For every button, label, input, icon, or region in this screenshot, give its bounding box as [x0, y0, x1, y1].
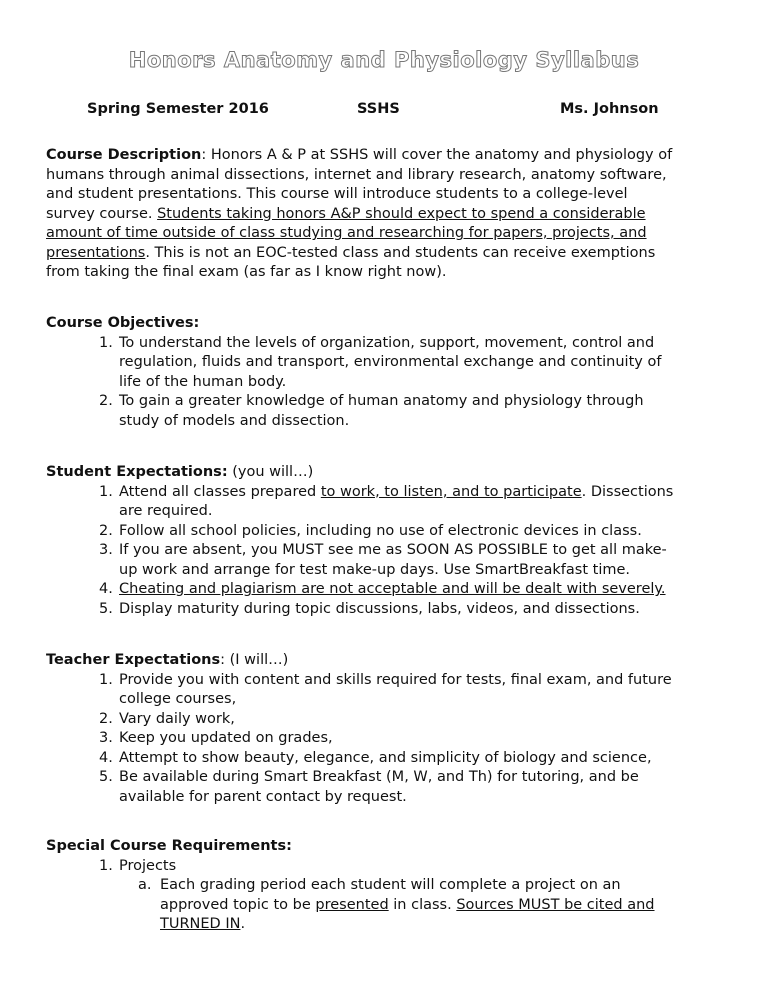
course-description-text: : Honors A & P at SSHS will cover the anatomy and physiology of humans through animal dissections, internet and library research, anatomy software, and student presentations. This course will introduce students to a college-level survey course. [46, 147, 673, 222]
course-objectives-label: Course Objectives: [46, 315, 200, 331]
list-item: 2. Vary daily work, [99, 710, 235, 727]
list-item: 1. Attend all classes prepared to work, to listen, and to participate. Dissections are required. [99, 483, 674, 519]
list-item: 1. To understand the levels of organization, support, movement, control and regulation, fluids and transport, environmental exchange and continuity of life of the human body. [99, 334, 662, 390]
student-expectations: Student Expectations: (you will…) 1. Attend all classes prepared to work, to listen, and to participate. Dissections are required. 2. Follow all school policies, including no use of electronic devices in class. 3. If you are absent, you MUST see me as SOON AS POSSIBLE to get all make-up work and arrange for test make-up days. Use SmartBreakfast time. 4. Cheating and plagiarism are not acceptable and will be dealt with severely. 5. Display maturity during topic discussions, labs, videos, and dissections. [46, 463, 678, 619]
course-description-text-end: . This is not an EOC-tested class and students can receive exemptions from taking the final exam (as far as I know right now). [46, 244, 656, 280]
special-requirements-label: Special Course Requirements: [46, 838, 292, 854]
course-description [46, 146, 678, 283]
teacher-label: Ms. Johnson [560, 101, 659, 117]
list-item: 1. Provide you with content and skills required for tests, final exam, and future college courses, [99, 671, 672, 707]
course-objectives [46, 314, 678, 431]
page-title: Honors Anatomy and Physiology Syllabus [128, 48, 640, 72]
course-description-label: Course Description [46, 147, 202, 163]
list-item: 4. Attempt to show beauty, elegance, and simplicity of biology and science, [99, 749, 652, 766]
list-item: a. Each grading period each student will complete a project on an approved topic to be presented in class. Sources MUST be cited and TURNED IN. [138, 877, 655, 932]
student-expectations-label: Student Expectations: [46, 464, 228, 480]
teacher-expectations: Teacher Expectations: (I will…) 1. Provide you with content and skills required for tests, final exam, and future college courses, 2. Vary daily work, 3. Keep you updated on grades, 4. Attempt to show beauty, elegance, and simplicity of biology and science, 5. Be available during Smart Breakfast (M, W, and Th) for tutoring, and be available for parent contact by request. [46, 651, 678, 807]
special-requirements [46, 837, 678, 935]
list-item: 5. Display maturity during topic discussions, labs, videos, and dissections. [99, 600, 640, 617]
list-item: 4. Cheating and plagiarism are not acceptable and will be dealt with severely. [99, 581, 666, 597]
list-item: 3. Keep you updated on grades, [99, 730, 333, 746]
list-item: 3. If you are absent, you MUST see me as SOON AS POSSIBLE to get all make-up work and arrange for test make-up days. Use SmartBreakfast time. [99, 542, 667, 578]
school-label: SSHS [357, 101, 400, 117]
semester-label: Spring Semester 2016 [87, 101, 269, 117]
list-item: 2. To gain a greater knowledge of human anatomy and physiology through study of models and dissection. [99, 393, 644, 429]
list-item: 2. Follow all school policies, including no use of electronic devices in class. [99, 522, 642, 539]
list-item: 1. Projects [99, 857, 177, 874]
list-item: 5. Be available during Smart Breakfast (M, W, and Th) for tutoring, and be available for parent contact by request. [99, 769, 639, 805]
course-description-warning: Students taking honors A&P should expect to spend a considerable amount of time outside of class studying and researching for papers, projects, and presentations [46, 205, 647, 261]
teacher-expectations-label: Teacher Expectations [46, 652, 221, 668]
